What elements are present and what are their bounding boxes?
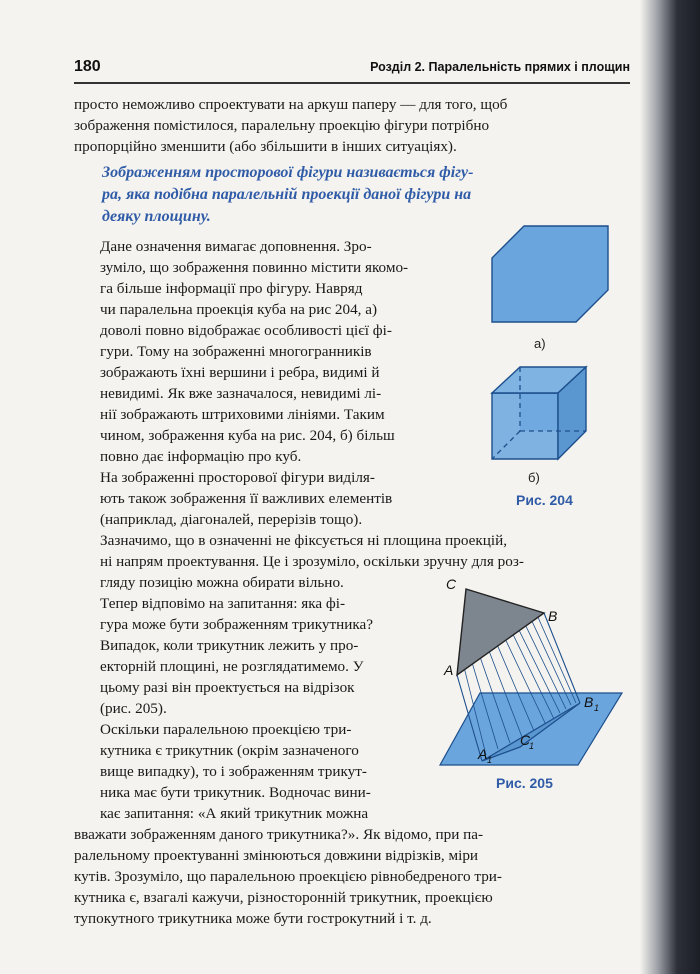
elements-line-3: (наприклад, діагоналей, перерізів тощо).	[100, 511, 363, 528]
intro-line-2: зображення помістилося, паралельну проекцію фігури потрібно	[74, 117, 490, 134]
elements-line-2: ють також зображення її важливих елементів	[100, 490, 393, 507]
triangle-abc	[457, 589, 544, 675]
paragraph-supplement	[74, 236, 446, 467]
note-line-2: ні напрям проектування. Це і зрозуміло, оскільки зручну для роз-	[100, 553, 524, 570]
supplement-line-5: доволі повно відображає особливості цієї фі-	[100, 322, 392, 339]
vertex-c-label: C	[446, 576, 457, 592]
vertex-c1-subscript: 1	[529, 741, 535, 751]
final-line-9: кутника є, взагалі кажучи, різносторонній трикутник, проекцією	[74, 889, 493, 906]
intro-paragraph	[74, 94, 630, 157]
supplement-line-6: гури. Тому на зображенні многогранників	[100, 343, 372, 360]
paragraph-elements	[74, 467, 446, 530]
question-line-1: Тепер відповімо на запитання: яка фі-	[100, 595, 346, 612]
definition-line-2: ра, яка подібна паралельній проекції даної фігури на	[102, 186, 472, 203]
question-line-6: (рис. 205).	[100, 700, 167, 717]
final-line-10: тупокутного трикутника може бути гострокутний і т. д.	[74, 910, 432, 927]
note-line-1: Зазначимо, що в означенні не фіксується ні площина проекцій,	[100, 532, 508, 549]
question-line-4: екторній площині, не розглядатимемо. У	[100, 658, 364, 675]
final-line-3: вище випадку), то і зображенням трикут-	[100, 763, 367, 780]
question-line-2: гура може бути зображенням трикутника?	[100, 616, 373, 633]
vertex-c1-label: C	[520, 732, 531, 748]
question-line-5: цьому разі він проектується на відрізок	[100, 679, 355, 696]
supplement-line-1: Дане означення вимагає доповнення. Зро-	[100, 238, 372, 255]
final-line-6: вважати зображенням даного трикутника?». Як відомо, при па-	[74, 826, 484, 843]
page-number: 180	[74, 58, 101, 75]
definition-line-1: Зображенням просторової фігури називається фігу-	[102, 164, 474, 181]
vertex-b1-label: B	[584, 694, 594, 710]
definition	[102, 162, 630, 228]
figure-204b-cube	[490, 365, 620, 475]
final-line-2: кутника є трикутник (окрім зазначеного	[100, 742, 359, 759]
figure-204a-cube	[490, 224, 620, 334]
vertex-a1-label: A	[478, 746, 488, 762]
section-title: Розділ 2. Паралельність прямих і площин	[370, 60, 630, 74]
vertex-a1-subscript: 1	[487, 755, 493, 765]
intro-line-3: пропорційно зменшити (або збільшити в інших ситуаціях).	[74, 138, 457, 155]
supplement-line-2: зуміло, що зображення повинно містити якомо-	[100, 259, 409, 276]
intro-line-1: просто неможливо спроектувати на аркуш паперу — для того, щоб	[74, 96, 508, 113]
supplement-line-7: зображають їхні вершини і ребра, видимі й	[100, 364, 380, 381]
cube-a-shape	[492, 226, 608, 322]
cube-b-front-face	[492, 393, 558, 459]
figure-204-caption: Рис. 204	[516, 492, 573, 508]
final-line-4: ника має бути трикутник. Водночас вини-	[100, 784, 371, 801]
figure-205-caption: Рис. 205	[496, 775, 553, 791]
definition-line-3: деяку площину.	[102, 208, 211, 225]
final-line-5: кає запитання: «А який трикутник можна	[100, 805, 369, 822]
final-line-7: ралельному проектуванні змінюються довжини відрізків, міри	[74, 847, 479, 864]
header-rule	[74, 82, 630, 84]
note-line-3: гляду позицію можна обирати вільно.	[100, 574, 344, 591]
paragraph-question	[74, 593, 430, 719]
supplement-line-3: га більше інформації про фігуру. Навряд	[100, 280, 363, 297]
supplement-line-11: повно дає інформацію про куб.	[100, 448, 302, 465]
elements-line-1: На зображенні просторової фігури виділя-	[100, 469, 375, 486]
figure-204a-label: а)	[534, 336, 546, 351]
final-line-1: Оскільки паралельною проекцією три-	[100, 721, 352, 738]
paragraph-final-part2	[74, 824, 630, 929]
supplement-line-10: чином, зображення куба на рис. 204, б) більш	[100, 427, 395, 444]
figure-204b-label: б)	[528, 470, 540, 485]
supplement-line-4: чи паралельна проекція куба на рис 204, а)	[100, 301, 378, 318]
vertex-a-label: A	[444, 662, 454, 678]
page-header	[74, 58, 634, 80]
vertex-b-label: B	[548, 608, 558, 624]
paragraph-final-part1	[74, 719, 430, 824]
final-line-8: кутів. Зрозуміло, що паралельною проекцією рівнобедреного три-	[74, 868, 502, 885]
question-line-3: Випадок, коли трикутник лежить у про-	[100, 637, 359, 654]
page-binding-edge	[640, 0, 700, 974]
supplement-line-8: невидимі. Як вже зазначалося, невидимі лі-	[100, 385, 382, 402]
figure-205-projection	[440, 575, 640, 775]
vertex-b1-subscript: 1	[594, 703, 600, 713]
supplement-line-9: нії зображають штриховими лініями. Таким	[100, 406, 385, 423]
